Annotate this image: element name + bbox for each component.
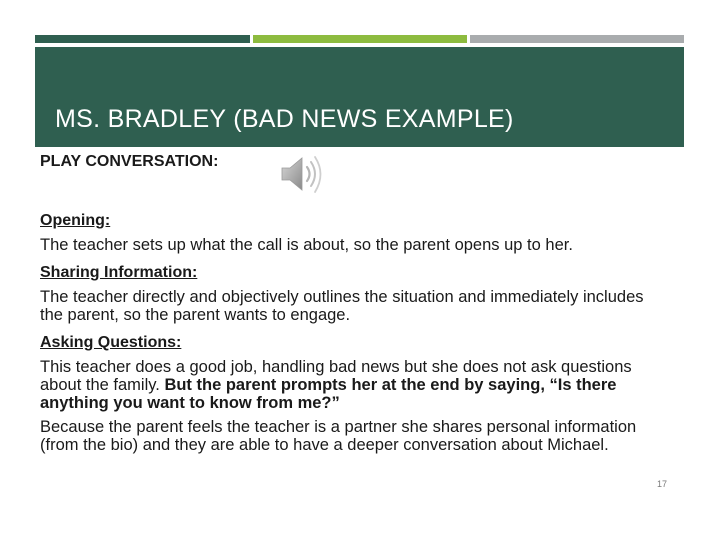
slide-title: MS. BRADLEY (BAD NEWS EXAMPLE) <box>55 105 514 133</box>
accent-bar-light-green <box>253 35 467 43</box>
speaker-icon[interactable] <box>278 152 330 196</box>
sharing-heading: Sharing Information: <box>40 264 198 281</box>
asking-text <box>40 358 655 412</box>
closing-text: Because the parent feels the teacher is a partner she shares personal information (from the bio) and they are able to have a deeper conversation about Michael. <box>40 418 637 454</box>
play-conversation-label: PLAY CONVERSATION: <box>40 153 219 170</box>
opening-text: The teacher sets up what the call is about, so the parent opens up to her. <box>40 236 573 254</box>
opening-heading: Opening: <box>40 212 111 229</box>
slide-content <box>40 212 655 454</box>
title-band <box>35 47 684 147</box>
asking-text-plain: This teacher does a good job, handling bad news but she does not ask questions about the family. <box>40 358 632 394</box>
accent-bar-dark-green <box>35 35 250 43</box>
asking-heading: Asking Questions: <box>40 334 182 351</box>
accent-bar-gray <box>470 35 684 43</box>
asking-text-bold: But the parent prompts her at the end by saying, “Is there anything you want to know from me?” <box>40 376 617 412</box>
sharing-text: The teacher directly and objectively outlines the situation and immediately includes the parent, so the parent wants to engage. <box>40 288 644 324</box>
page-number: 17 <box>657 479 668 489</box>
